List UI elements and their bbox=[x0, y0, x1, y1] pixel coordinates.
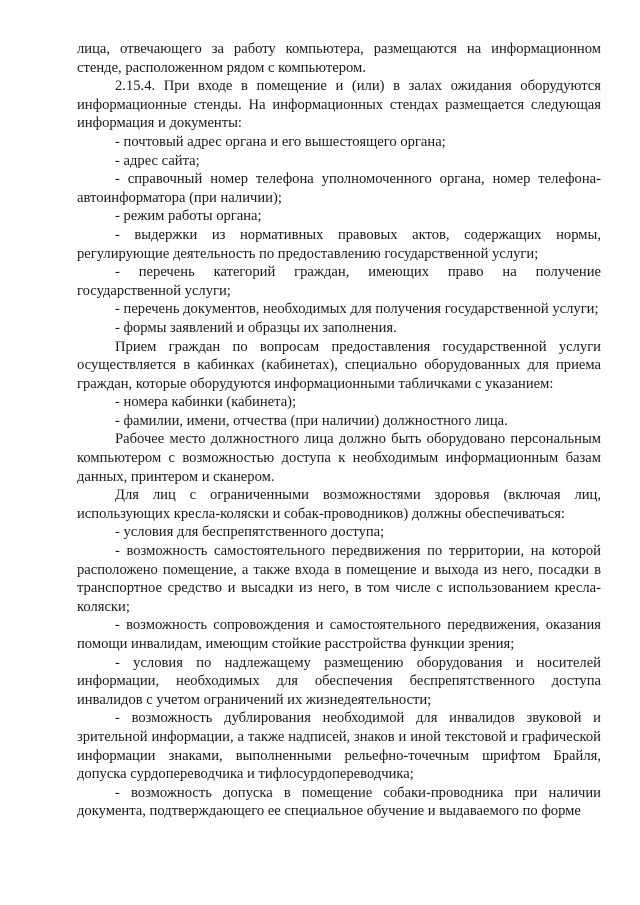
list-item: - перечень документов, необходимых для получения государственной услуги; bbox=[115, 301, 599, 318]
list-item: - условия по надлежащему размещению оборудования и носителей информации, необходимых для обеспечения беспрепятственного доступа инвалидов с учетом ограничений их жизнедеятельности; bbox=[77, 654, 601, 708]
paragraph-2-15-4: 2.15.4. При входе в помещение и (или) в залах ожидания оборудуются информационные стенды. На информационных стендах размещается следующая информация и документы: bbox=[77, 78, 601, 132]
paragraph-disabilities: Для лиц с ограниченными возможностями здоровья (включая лиц, использующих кресла-коляски и собак-проводников) должны обеспечиваться: bbox=[77, 487, 601, 522]
document-page bbox=[77, 40, 601, 821]
list-item: - возможность сопровождения и самостоятельного передвижения, оказания помощи инвалидам, имеющим стойкие расстройства функции зрения; bbox=[77, 617, 601, 652]
list-item: - режим работы органа; bbox=[115, 208, 262, 225]
list-item: - формы заявлений и образцы их заполнения. bbox=[115, 319, 397, 336]
list-item: - возможность допуска в помещение собаки-проводника при наличии документа, подтверждающего ее специальное обучение и выдаваемого по форме bbox=[77, 784, 601, 820]
paragraph-reception: Прием граждан по вопросам предоставления государственной услуги осуществляется в кабинках (кабинетах), специально оборудованных для приема граждан, которые оборудуются информационными табличками с указанием: bbox=[77, 338, 601, 392]
list-item: - выдержки из нормативных правовых актов, содержащих нормы, регулирующие деятельность по предоставлению государственной услуги; bbox=[77, 226, 601, 262]
list-item: - адрес сайта; bbox=[115, 152, 200, 169]
list-item: - почтовый адрес органа и его вышестоящего органа; bbox=[115, 133, 446, 150]
paragraph-workplace: Рабочее место должностного лица должно быть оборудовано персональным компьютером с возможностью доступа к необходимым информационным базам данных, принтером и сканером. bbox=[77, 431, 601, 485]
list-item: - номера кабинки (кабинета); bbox=[115, 394, 297, 411]
list-item: - перечень категорий граждан, имеющих право на получение государственной услуги; bbox=[77, 264, 601, 299]
list-item: - фамилии, имени, отчества (при наличии) должностного лица. bbox=[115, 412, 508, 429]
list-item: - возможность дублирования необходимой для инвалидов звуковой и зрительной информации, а также надписей, знаков и иной текстовой и графической информации знаками, выполненными рельефно-точечным шрифтом Брайля, допуска сурдопереводчика и тифлосурдопереводчика; bbox=[77, 710, 601, 783]
list-item: - условия для беспрепятственного доступа; bbox=[115, 524, 385, 541]
list-item: - справочный номер телефона уполномоченного органа, номер телефона-автоинформатора (при наличии); bbox=[77, 171, 601, 206]
paragraph-continued: лица, отвечающего за работу компьютера, размещаются на информационном стенде, расположенном рядом с компьютером. bbox=[77, 41, 601, 76]
list-item: - возможность самостоятельного передвижения по территории, на которой расположено помещение, а также входа в помещение и выхода из него, посадки в транспортное средство и высадки из него, в том числе с использованием кресла-коляски; bbox=[77, 543, 601, 615]
